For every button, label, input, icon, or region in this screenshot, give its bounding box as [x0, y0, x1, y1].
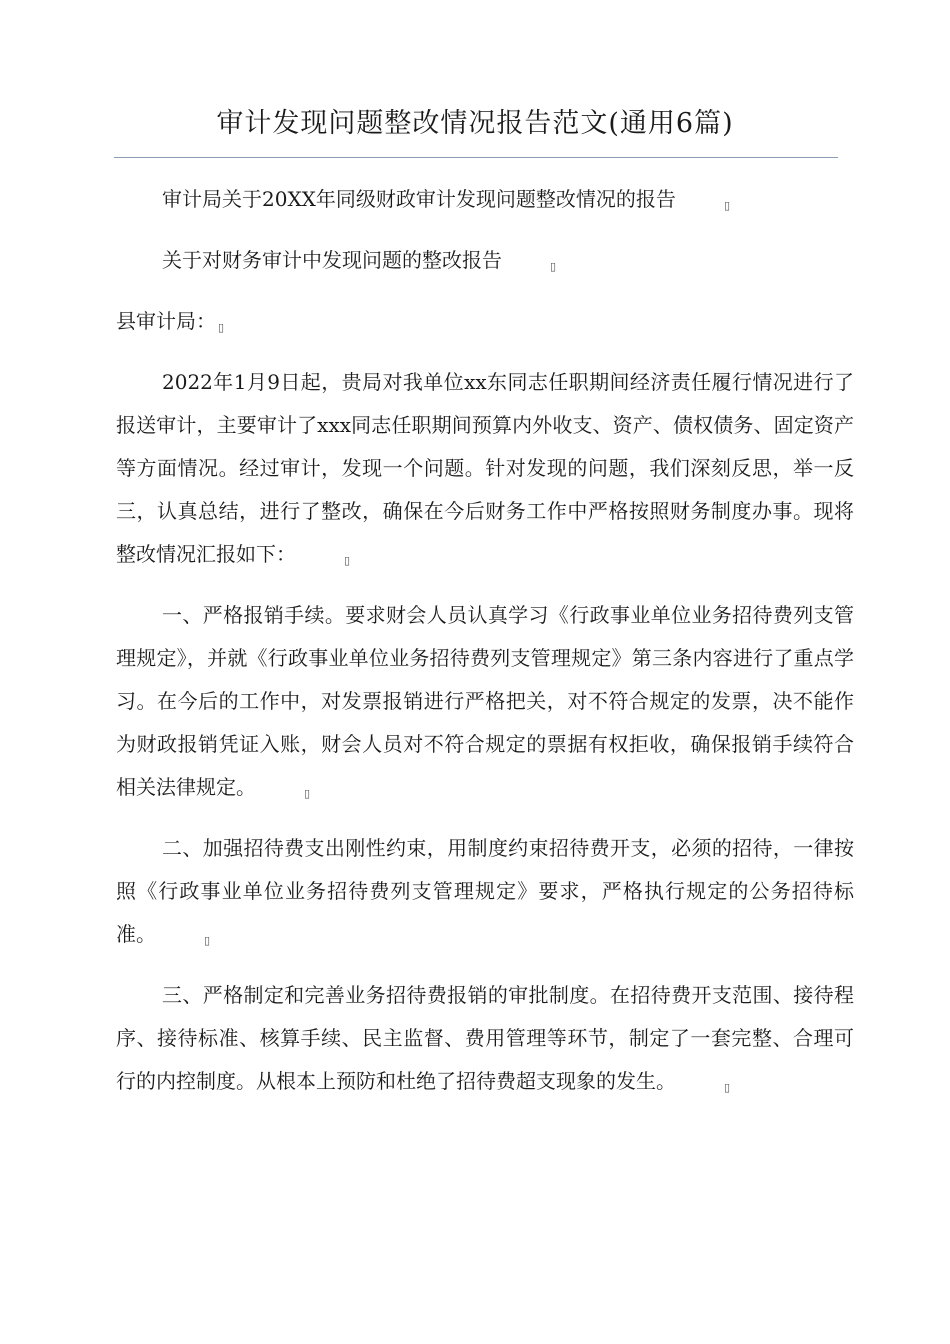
paragraph-text: 三、严格制定和完善业务招待费报销的审批制度。在招待费开支范围、接待程序、接待标准、核算手续、民主监督、费用管理等环节，制定了一套完整、合理可行的内控制度。从根本上预防和杜绝了招待费超支现象的发生。 — [116, 983, 854, 1093]
paragraph-item-1 — [116, 594, 854, 809]
paragraph-text: 一、严格报销手续。要求财会人员认真学习《行政事业单位业务招待费列支管理规定》，并就《行政事业单位业务招待费列支管理规定》第三条内容进行了重点学习。在今后的工作中，对发票报销进行严格把关，对不符合规定的发票，决不能作为财政报销凭证入账，财会人员对不符合规定的票据有权拒收，确保报销手续符合相关法律规定。 — [116, 603, 854, 799]
paragraph-subheading — [116, 239, 854, 282]
paragraph-text: 县审计局： — [116, 309, 216, 333]
paragraph-text: 2022年1月9日起，贵局对我单位xx东同志任职期间经济责任履行情况进行了报送审计，主要审计了xxx同志任职期间预算内外收支、资产、债权债务、固定资产等方面情况。经过审计，发现一个问题。针对发现的问题，我们深刻反思，举一反三，认真总结，进行了整改，确保在今后财务工作中严格按照财务制度办事。现将整改情况汇报如下： — [116, 370, 854, 566]
paragraph-mark-icon: ▯ — [344, 554, 351, 567]
paragraph-mark-icon: ▯ — [723, 199, 730, 212]
paragraph-text: 审计局关于20XX年同级财政审计发现问题整改情况的报告 — [162, 187, 676, 211]
paragraph-text: 二、加强招待费支出刚性约束，用制度约束招待费开支，必须的招待，一律按照《行政事业单位业务招待费列支管理规定》要求，严格执行规定的公务招待标准。 — [116, 836, 854, 946]
paragraph-mark-icon: ▯ — [204, 934, 211, 947]
paragraph-mark-icon: ▯ — [724, 1081, 731, 1094]
document-title: 审计发现问题整改情况报告范文(通用6篇) — [216, 108, 734, 139]
paragraph-mark-icon: ▯ — [304, 787, 311, 800]
paragraph-report-heading — [116, 178, 854, 221]
paragraph-item-3 — [116, 974, 854, 1103]
title-underline — [114, 157, 838, 158]
paragraph-mark-icon: ▯ — [550, 260, 557, 273]
paragraph-mark-icon: ▯ — [218, 321, 225, 334]
paragraph-item-2 — [116, 827, 854, 956]
document-body — [116, 178, 854, 1121]
paragraph-salutation — [116, 300, 854, 343]
paragraph-text: 关于对财务审计中发现问题的整改报告 — [162, 248, 502, 272]
paragraph-intro — [116, 361, 854, 576]
